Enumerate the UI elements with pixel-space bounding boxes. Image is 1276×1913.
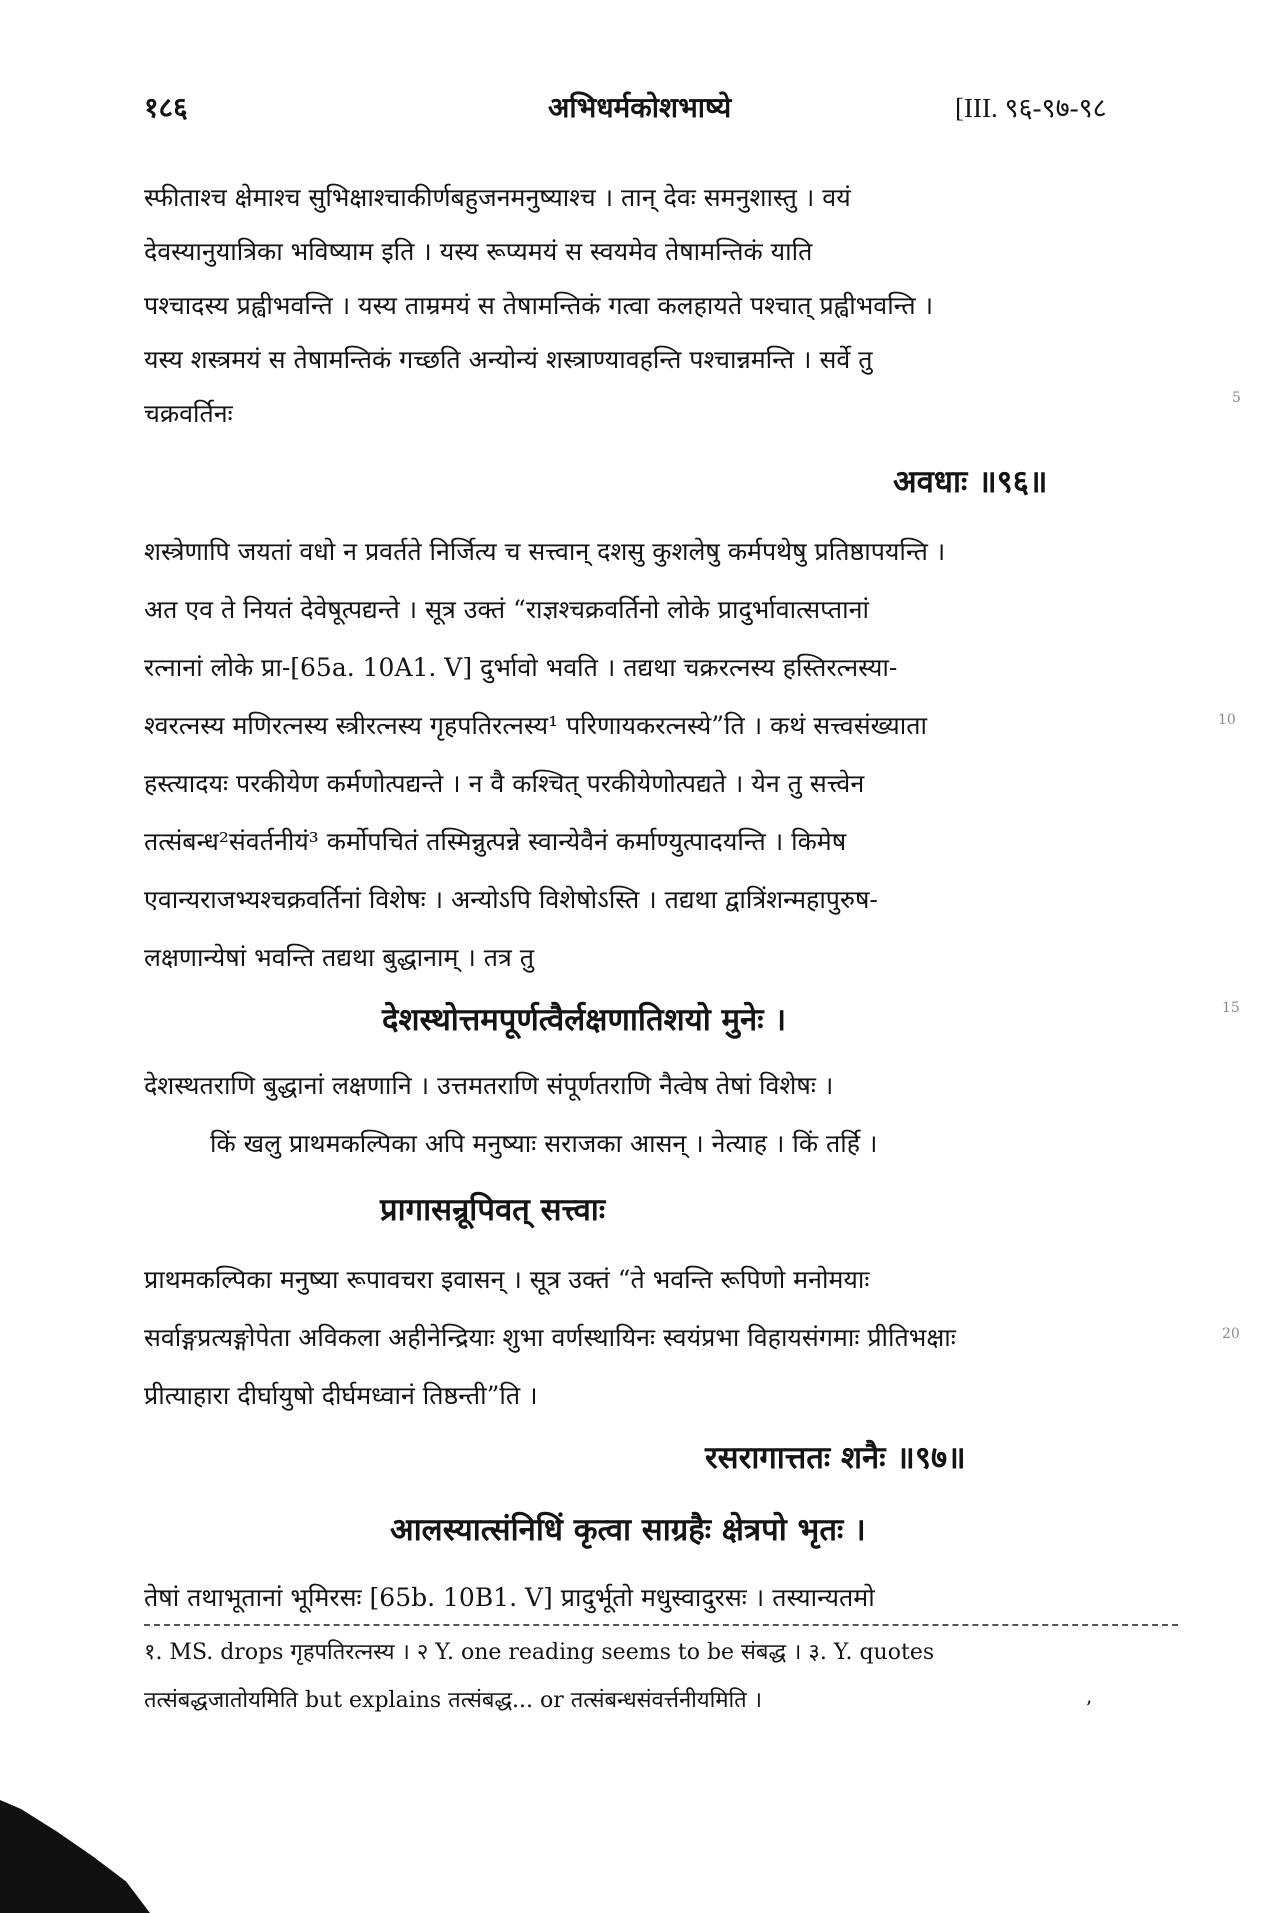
body-line: रत्नानां लोके प्रा-[65a. 10A1. V] दुर्भावो भवति । तद्यथा चक्ररत्नस्य हस्तिरत्नस्या-	[144, 653, 898, 682]
body-line: देवस्यानुयात्रिका भविष्याम इति । यस्य रूप्यमयं स स्वयमेव तेषामन्तिकं याति	[144, 237, 813, 266]
body-line: तत्संबन्ध²संवर्तनीयं³ कर्मोपचितं तस्मिन्नुत्पन्ने स्वान्येवैनं कर्माण्युत्पादयन्ति । किमेष	[144, 827, 847, 856]
body-line: लक्षणान्येषां भवन्ति तद्यथा बुद्धानाम् । तत्र तु	[144, 943, 535, 972]
body-line: अत एव ते नियतं देवेषूत्पद्यन्ते । सूत्र उक्तं “राज्ञश्चक्रवर्तिनो लोके प्रादुर्भावात्सप्तानां	[144, 595, 869, 624]
verse-line: प्रागासन्रूपिवत् सत्त्वाः	[380, 1192, 606, 1228]
body-line: शस्त्रेणापि जयतां वधो न प्रवर्तते निर्जित्य च सत्त्वान् दशसु कुशलेषु कर्मपथेषु प्रतिष्ठापयन्ति ।	[144, 537, 946, 566]
body-line: तेषां तथाभूतानां भूमिरसः [65b. 10B1. V] प्रादुर्भूतो मधुस्वादुरसः । तस्यान्यतमो	[144, 1583, 875, 1612]
body-line: स्फीताश्च क्षेमाश्च सुभिक्षाश्चाकीर्णबहुजनमनुष्याश्च । तान् देवः समनुशास्तु । वयं	[144, 183, 851, 212]
margin-line-number: 10	[1218, 712, 1236, 728]
verse-line: आलस्यात्संनिधिं कृत्वा साग्रहैः क्षेत्रपो भृतः ।	[390, 1512, 866, 1548]
body-line: श्वरत्नस्य मणिरत्नस्य स्त्रीरत्नस्य गृहपतिरत्नस्य¹ परिणायकरत्नस्ये”ति । कथं सत्त्वसंख्याता	[144, 711, 927, 740]
page-title: अभिधर्मकोशभाष्ये	[548, 91, 732, 124]
verse-97: रसरागात्ततः शनैः ॥९७॥	[705, 1440, 966, 1476]
body-line: किं खलु प्राथमकल्पिका अपि मनुष्याः सराजका आसन् । नेत्याह । किं तर्हि ।	[210, 1129, 878, 1158]
body-line: प्राथमकल्पिका मनुष्या रूपावचरा इवासन् । सूत्र उक्तं “ते भवन्ति रूपिणो मनोमयाः	[144, 1265, 870, 1294]
pen-mark: ʼ	[1085, 1696, 1092, 1720]
body-line: एवान्यराजभ्यश्चक्रवर्तिनां विशेषः । अन्योऽपि विशेषोऽस्ति । तद्यथा द्वात्रिंशन्महापुरुष-	[144, 885, 878, 914]
margin-line-number: 20	[1222, 1326, 1240, 1342]
footnote-line: १. MS. drops गृहपतिरत्नस्य । २ Y. one reading seems to be संबद्ध । ३. Y. quotes	[144, 1640, 935, 1665]
body-line: देशस्थतराणि बुद्धानां लक्षणानि । उत्तमतराणि संपूर्णतराणि नैत्वेष तेषां विशेषः ।	[144, 1071, 834, 1100]
body-line: सर्वाङ्गप्रत्यङ्गोपेता अविकला अहीनेन्द्रियाः शुभा वर्णस्थायिनः स्वयंप्रभा विहायसंगमाः प्रीतिभक्षाः	[144, 1323, 956, 1352]
footnote-divider	[144, 1624, 1178, 1626]
verse-96: अवधाः ॥९६॥	[893, 464, 1048, 500]
page-number: १८६	[144, 91, 188, 124]
section-reference: [III. ९६-९७-९८	[955, 93, 1107, 123]
body-line: प्रीत्याहारा दीर्घायुषो दीर्घमध्वानं तिष्ठन्ती”ति ।	[144, 1381, 538, 1410]
scan-shadow	[0, 1800, 150, 1913]
verse-line: देशस्थोत्तमपूर्णत्वैर्लक्षणातिशयो मुनेः ।	[382, 1002, 787, 1038]
margin-line-number: 15	[1222, 1000, 1240, 1016]
body-line: पश्चादस्य प्रह्वीभवन्ति । यस्य ताम्रमयं स तेषामन्तिकं गत्वा कलहायते पश्चात् प्रह्वीभवन्ति ।	[144, 291, 934, 320]
body-line: चक्रवर्तिनः	[144, 399, 233, 428]
margin-line-number: 5	[1232, 390, 1241, 406]
body-line: यस्य शस्त्रमयं स तेषामन्तिकं गच्छति अन्योन्यं शस्त्राण्यावहन्ति पश्चान्नमन्ति । सर्वे तु	[144, 345, 873, 374]
footnote-line: तत्संबद्धजातोयमिति but explains तत्संबद्ध... or तत्संबन्धसंवर्त्तनीयमिति ।	[144, 1688, 763, 1713]
body-line: हस्त्यादयः परकीयेण कर्मणोत्पद्यन्ते । न वै कश्चित् परकीयेणोत्पद्यते । येन तु सत्त्वेन	[144, 769, 865, 798]
